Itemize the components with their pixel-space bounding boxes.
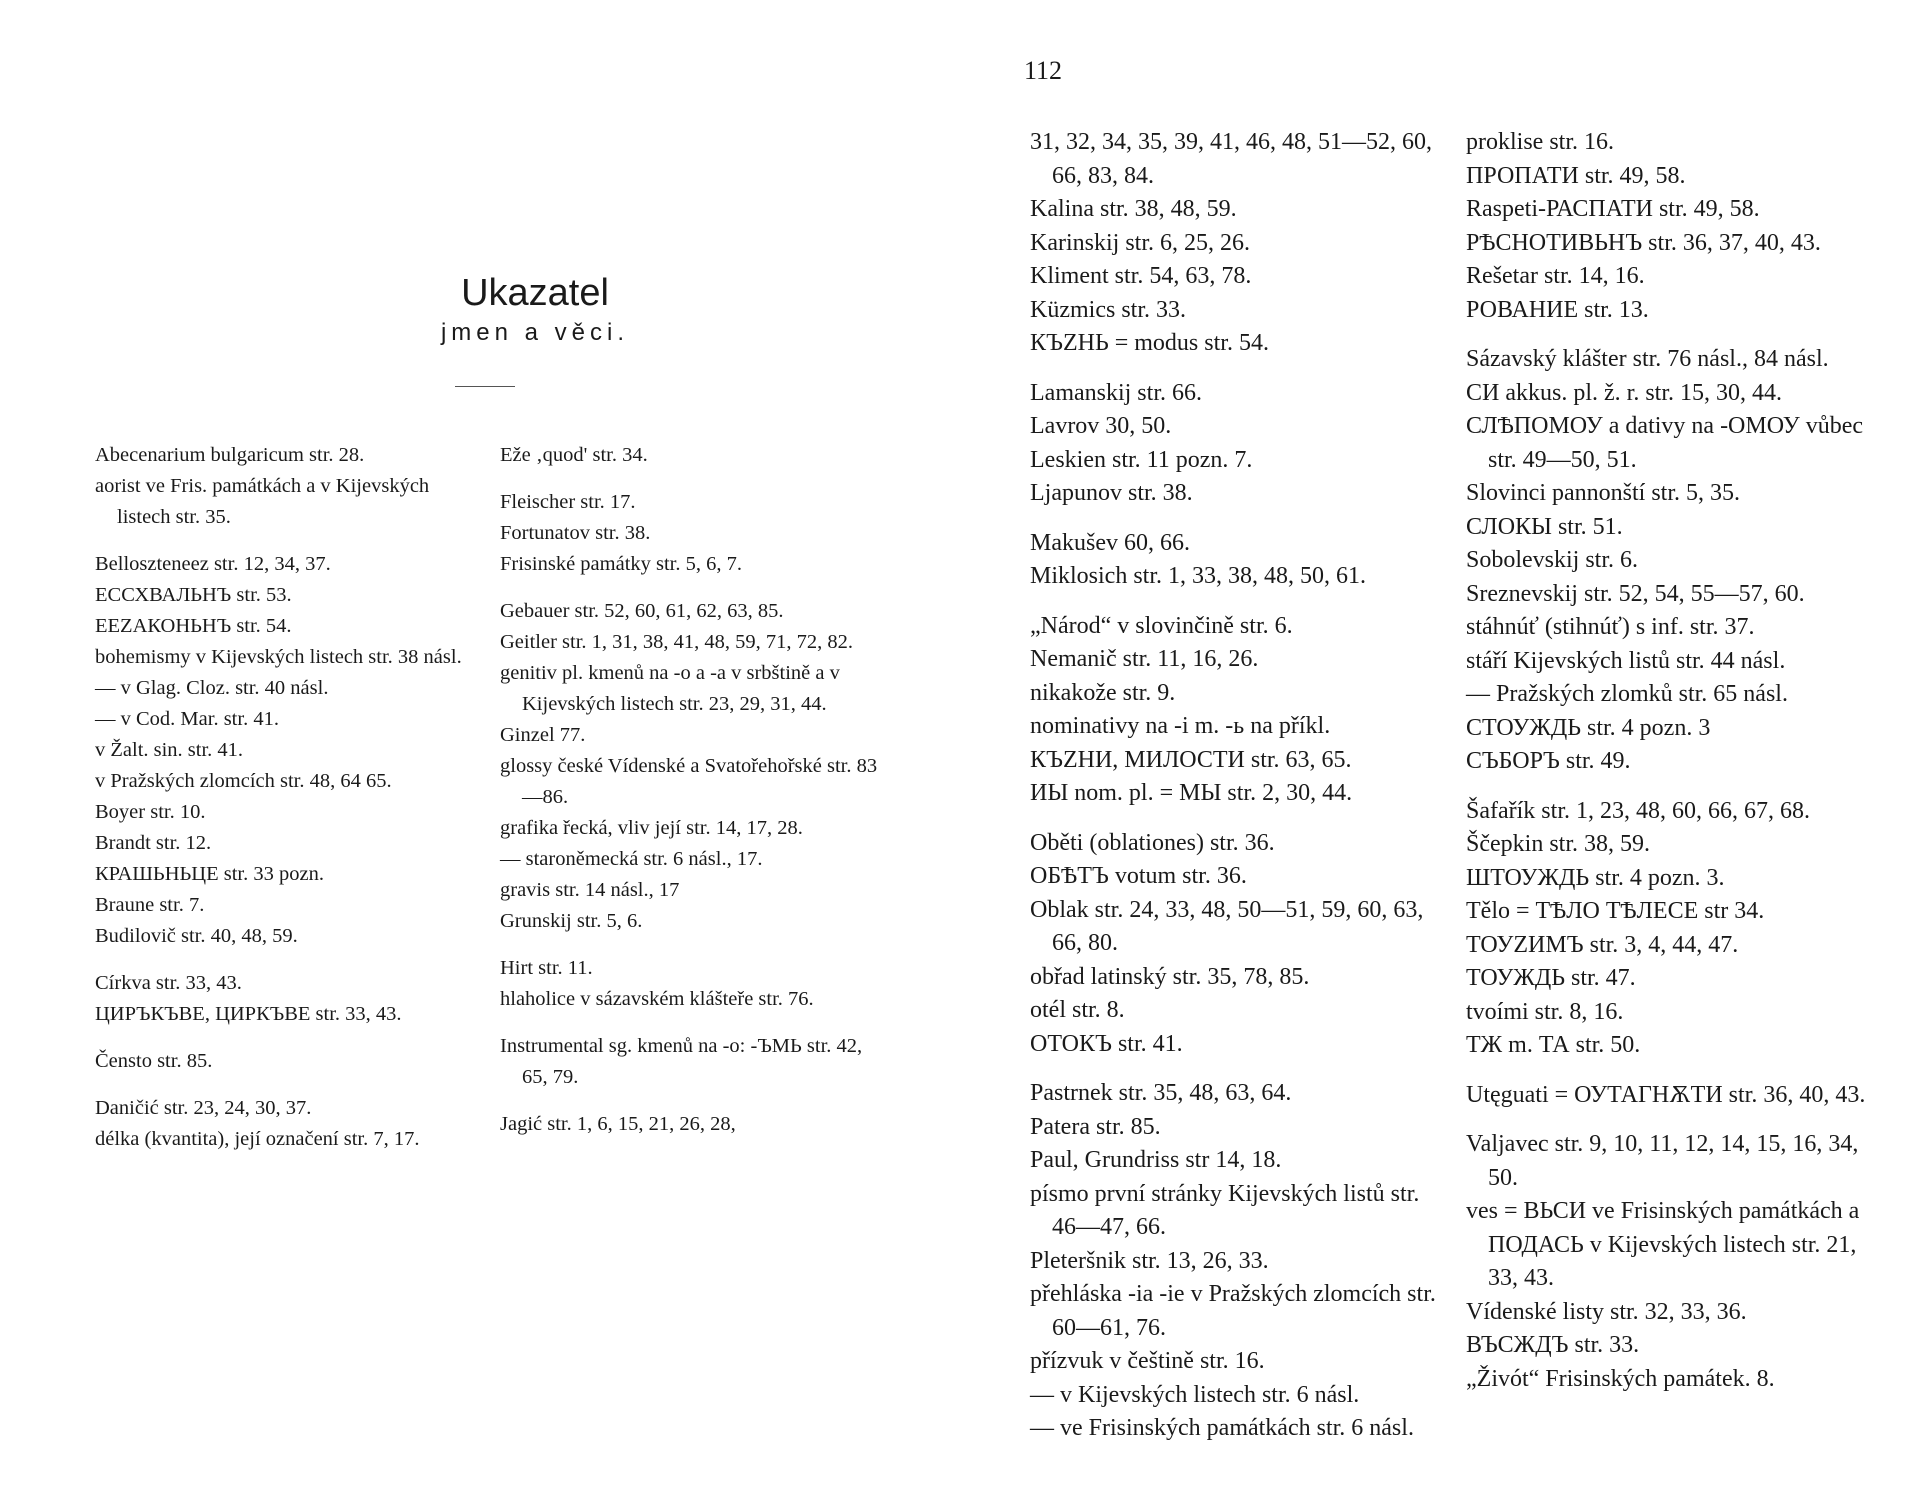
index-entry: ИЫ nom. pl. = МЫ str. 2, 30, 44. [1030,780,1353,806]
index-entry: Utęguati = ОУТАГНѪТИ str. 36, 40, 43. [1466,1081,1866,1108]
index-entry: Pleteršnik str. 13, 26, 33. [1030,1247,1269,1274]
index-entry: Paul, Grundriss str 14, 18. [1030,1147,1282,1173]
index-column-3 [1030,126,1440,1446]
index-entry: gravis str. 14 násl., 17 [500,879,680,901]
index-entry: Jagić str. 1, 6, 15, 21, 26, 28, [500,1113,736,1135]
title-divider [455,386,515,387]
index-entry: Abecenarium bulgaricum str. 28. [95,444,365,466]
index-entry: Lavrov 30, 50. [1030,413,1172,439]
index-entry: ТОУZИМЪ str. 3, 4, 44, 47. [1466,931,1739,958]
index-entry: „Živót“ Frisinských památek. 8. [1466,1365,1775,1392]
index-entry: ТОУЖДЬ str. 47. [1466,965,1636,991]
index-entry: Leskien str. 11 pozn. 7. [1030,446,1253,473]
index-entry: glossy české Vídenské a Svatořehořské str. 83—86. [500,755,878,808]
index-entry: Vídenské listy str. 32, 33, 36. [1466,1298,1747,1325]
index-entry: Instrumental sg. kmenů na -o: -ЪМЬ str. 42, 65, 79. [500,1035,863,1088]
index-entry: Církva str. 33, 43. [95,972,242,994]
index-entry: Makušev 60, 66. [1030,529,1190,556]
index-entry: Slovinci pannonští str. 5, 35. [1466,480,1741,506]
index-entry: písmo první stránky Kijevských listů str. 46—47, 66. [1030,1180,1420,1240]
index-entry: КЪZНЬ = modus str. 54. [1030,330,1269,356]
index-entry: Boyer str. 10. [95,801,206,823]
index-entry: otél str. 8. [1030,997,1125,1023]
index-entry: tvoími str. 8, 16. [1466,998,1624,1025]
index-entry: Nemanič str. 11, 16, 26. [1030,646,1259,672]
index-entry: Oblak str. 24, 33, 48, 50—51, 59, 60, 63, 66, 80. [1030,896,1424,956]
index-entry: stáhnúť (stihnúť) s inf. str. 37. [1466,614,1755,640]
index-entry: grafika řecká, vliv její str. 14, 17, 28. [500,817,803,839]
index-entry: obřad latinský str. 35, 78, 85. [1030,963,1310,990]
index-entry: Ščepkin str. 38, 59. [1466,831,1650,857]
index-entry: Fortunatov str. 38. [500,522,651,544]
index-entry: genitiv pl. kmenů na -o a -a v srbštině a v Kijevských listech str. 23, 29, 31, 44. [500,662,840,715]
index-entry: Belloszteneez str. 12, 34, 37. [95,553,331,575]
index-entry: ЕЕZАКОНЬНЪ str. 54. [95,615,292,637]
index-column-4 [1466,126,1886,1396]
index-entry: ПРОПАТИ str. 49, 58. [1466,162,1686,189]
index-entry: Sreznevskij str. 52, 54, 55—57, 60. [1466,580,1805,607]
index-entry: СТОУЖДЬ str. 4 pozn. 3 [1466,714,1711,741]
index-entry: СЛОКЫ str. 51. [1466,513,1623,540]
index-entry: Sobolevskij str. 6. [1466,547,1639,573]
index-entry: Fleischer str. 17. [500,491,636,513]
index-column-1 [95,440,475,1155]
index-entry: СЛѢПОМОУ a dativy na -ОМОУ vůbec str. 49—50, 51. [1466,413,1864,473]
index-entry: Kalina str. 38, 48, 59. [1030,196,1237,222]
index-entry: РОВАНИЕ str. 13. [1466,296,1649,323]
index-entry: nikakože str. 9. [1030,679,1176,706]
index-entry: Patera str. 85. [1030,1113,1161,1140]
index-entry: hlaholice v sázavském klášteře str. 76. [500,988,814,1010]
index-entry: — ve Frisinských památkách str. 6 násl. [1030,1415,1414,1441]
index-entry: Eže ‚quod' str. 34. [500,444,648,466]
index-entry: Valjavec str. 9, 10, 11, 12, 14, 15, 16, 34, 50. [1466,1131,1859,1191]
index-column-2 [500,440,880,1140]
index-entry: v Pražských zlomcích str. 48, 64 65. [95,770,392,792]
index-entry: 31, 32, 34, 35, 39, 41, 46, 48, 51—52, 60, 66, 83, 84. [1030,129,1432,189]
index-entry: přízvuk v češtině str. 16. [1030,1348,1265,1374]
index-entry: Tělo = ТѢЛО ТѢЛЕСЕ str 34. [1466,898,1765,924]
index-entry: ТЖ m. ТА str. 50. [1466,1032,1641,1058]
index-entry: — staroněmecká str. 6 násl., 17. [500,848,763,870]
index-entry: ВЪСЖДЪ str. 33. [1466,1332,1640,1358]
index-entry: Raspeti-РАСПАТИ str. 49, 58. [1466,196,1760,222]
index-entry: ОТОКЪ str. 41. [1030,1030,1183,1057]
page-number: 112 [1024,56,1063,85]
index-entry: Sázavský klášter str. 76 násl., 84 násl. [1466,346,1829,372]
index-entry: Oběti (oblationes) str. 36. [1030,829,1275,856]
index-entry: КРАШЬНЬЦЕ str. 33 pozn. [95,863,324,885]
index-heading [385,270,685,350]
index-entry: Lamanskij str. 66. [1030,379,1202,406]
index-entry: stáří Kijevských listů str. 44 násl. [1466,647,1786,674]
index-entry: Karinskij str. 6, 25, 26. [1030,229,1250,256]
index-entry: aorist ve Fris. památkách a v Kijevských listech str. 35. [95,475,430,528]
index-entry: РѢСНОТИВЬНЪ str. 36, 37, 40, 43. [1466,229,1821,256]
index-entry: Ginzel 77. [500,724,586,746]
index-entry: Ljapunov str. 38. [1030,480,1193,506]
index-entry: Kliment str. 54, 63, 78. [1030,263,1252,289]
index-entry: délka (kvantita), její označení str. 7, 17. [95,1128,420,1150]
index-entry: nominativy na -i m. -ь na příkl. [1030,713,1331,739]
index-entry: Miklosich str. 1, 33, 38, 48, 50, 61. [1030,563,1367,589]
index-entry: Grunskij str. 5, 6. [500,910,643,932]
index-entry: Brandt str. 12. [95,832,212,854]
index-entry: Küzmics str. 33. [1030,296,1186,323]
index-entry: — v Glag. Cloz. str. 40 násl. [95,677,329,699]
index-entry: přehláska -ia -ie v Pražských zlomcích str. 60—61, 76. [1030,1281,1436,1341]
index-entry: — Pražských zlomků str. 65 násl. [1466,681,1788,707]
index-entry: ves = ВЬСИ ve Frisinských památkách a ПОДАСЬ v Kijevských listech str. 21, 33, 43. [1466,1198,1860,1291]
index-entry: — v Kijevských listech str. 6 násl. [1030,1381,1360,1408]
index-entry: Braune str. 7. [95,894,205,916]
index-entry: Čensto str. 85. [95,1050,213,1072]
index-entry: СЪБОРЪ str. 49. [1466,748,1631,774]
index-entry: bohemismy v Kijevských listech str. 38 násl. [95,646,462,668]
index-entry: КЪZНИ, МИЛОСТИ str. 63, 65. [1030,746,1352,773]
index-entry: Daničić str. 23, 24, 30, 37. [95,1097,312,1119]
index-entry: Geitler str. 1, 31, 38, 41, 48, 59, 71, 72, 82. [500,631,854,653]
index-entry: Šafařík str. 1, 23, 48, 60, 66, 67, 68. [1466,797,1810,824]
index-entry: ШТОУЖДЬ str. 4 pozn. 3. [1466,864,1725,891]
index-entry: Frisinské památky str. 5, 6, 7. [500,553,743,575]
index-entry: ЦИРЪКЪВЕ, ЦИРКЪВЕ str. 33, 43. [95,1003,402,1025]
index-entry: v Žalt. sin. str. 41. [95,739,244,761]
index-entry: „Národ“ v slovinčině str. 6. [1030,612,1293,639]
index-entry: ЕССХВАЛЬНЪ str. 53. [95,584,292,606]
index-entry: СИ akkus. pl. ž. r. str. 15, 30, 44. [1466,379,1782,406]
index-entry: Rešetar str. 14, 16. [1466,263,1645,289]
index-entry: — v Cod. Mar. str. 41. [95,708,279,730]
index-entry: Gebauer str. 52, 60, 61, 62, 63, 85. [500,600,784,622]
page-subtitle: jmen a věci. [440,319,630,346]
index-entry: Budilovič str. 40, 48, 59. [95,925,298,947]
page-title: Ukazatel [461,272,609,314]
index-entry: Hirt str. 11. [500,957,593,979]
index-entry: ОБѢТЪ votum str. 36. [1030,863,1247,889]
index-entry: proklise str. 16. [1466,129,1614,155]
index-entry: Pastrnek str. 35, 48, 63, 64. [1030,1080,1292,1106]
